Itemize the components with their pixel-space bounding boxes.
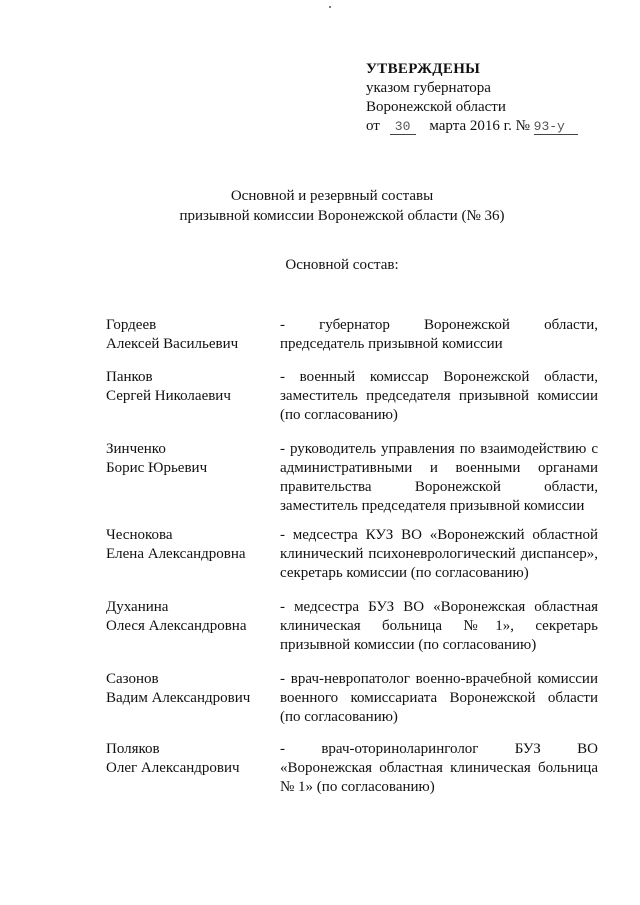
member-role	[280, 598, 598, 655]
member-role-line: клинический психоневрологический диспансер»,	[280, 546, 598, 562]
approval-line-2: Воронежской области	[366, 99, 506, 115]
member-role-line: (по согласованию)	[280, 407, 398, 423]
approval-number: 93-у	[534, 120, 578, 135]
member-role	[280, 368, 598, 425]
member-role-line: - медсестра БУЗ ВО «Воронежская областная	[280, 599, 598, 615]
member-role-line: заместитель председателя призывной комиссии	[280, 388, 598, 404]
approval-stamp-block	[366, 60, 578, 136]
member-role-line: «Воронежская областная клиническая больница	[280, 760, 598, 776]
member-role	[280, 670, 598, 727]
member-name	[106, 670, 276, 708]
member-name	[106, 526, 276, 564]
member-role-line: - врач-невропатолог военно-врачебной комиссии	[280, 671, 598, 687]
member-name	[106, 368, 276, 406]
member-role	[280, 740, 598, 797]
member-name	[106, 598, 276, 636]
member-given-names: Вадим Александрович	[106, 690, 251, 706]
member-role-line: - губернатор Воронежской области,	[280, 317, 598, 333]
member-given-names: Елена Александровна	[106, 546, 246, 562]
member-role-line: - военный комиссар Воронежской области,	[280, 369, 598, 385]
member-given-names: Алексей Васильевич	[106, 336, 239, 352]
member-role-line: клиническая больница №1», секретарь	[280, 618, 598, 634]
member-role-line: военного комиссариата Воронежской области	[280, 690, 598, 706]
title-line-1: Основной и резервный составы	[230, 188, 434, 204]
member-name	[106, 740, 276, 778]
section-heading: Основной состав:	[285, 257, 399, 273]
member-given-names: Олег Александрович	[106, 760, 240, 776]
member-role-line: призывной комиссии (по согласованию)	[280, 637, 537, 653]
member-surname: Зинченко	[106, 441, 166, 457]
member-given-names: Борис Юрьевич	[106, 460, 208, 476]
member-role	[280, 316, 598, 354]
member-role-line: (по согласованию)	[280, 709, 398, 725]
member-role-line: - медсестра КУЗ ВО «Воронежский областной	[280, 527, 598, 543]
member-role	[280, 440, 598, 516]
approval-day: 30	[390, 120, 416, 135]
member-name	[106, 316, 276, 354]
member-surname: Духанина	[106, 599, 169, 615]
member-name	[106, 440, 276, 478]
member-role-line: - руководитель управления по взаимодействию с	[280, 441, 598, 457]
approval-from: от	[366, 118, 380, 134]
member-role-line: председатель призывной комиссии	[280, 336, 503, 352]
document-title	[0, 186, 640, 226]
member-surname: Панков	[106, 369, 153, 385]
member-given-names: Олеся Александровна	[106, 618, 247, 634]
member-given-names: Сергей Николаевич	[106, 388, 231, 404]
approval-heading: УТВЕРЖДЕНЫ	[366, 61, 481, 77]
member-role-line: заместитель председателя призывной комиссии	[280, 498, 585, 514]
member-role-line: № 1» (по согласованию)	[280, 779, 435, 795]
member-role-line: секретарь комиссии (по согласованию)	[280, 565, 529, 581]
member-surname: Поляков	[106, 741, 160, 757]
member-role-line: административными и военными органами	[280, 460, 598, 476]
approval-month-year: марта 2016 г. №	[429, 118, 530, 134]
member-surname: Чеснокова	[106, 527, 173, 543]
member-surname: Сазонов	[106, 671, 159, 687]
member-role	[280, 526, 598, 583]
approval-line-1: указом губернатора	[366, 80, 491, 96]
member-role-line: правительства Воронежской области,	[280, 479, 598, 495]
approval-date-line	[366, 117, 578, 136]
member-surname: Гордеев	[106, 317, 157, 333]
title-line-2: призывной комиссии Воронежской области (№ 36)	[179, 208, 505, 224]
scan-speck	[329, 6, 331, 8]
member-role-line: - врач-оториноларинголог БУЗ ВО	[280, 741, 598, 757]
